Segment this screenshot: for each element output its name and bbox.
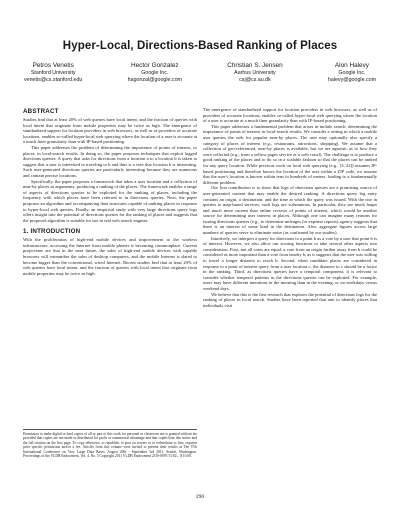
author-affiliation: Aarhus University [234,69,276,76]
abstract-paragraph: This paper addresses the problem of determining the importance of points of interest, or places, in local-search results. In doing so, the paper proposes techniques that exploit logged directions queries. A query that asks for directions from a location a to a location b is taken to suggest that a user is interested in traveling to b and thus is a vote that location b is interesting. Such user-generated directions queries are particularly interesting because they are numerous and contain precise locations. [23,144,197,178]
body-paragraph: We believe that this is the first research that explores the potential of directions logs for the ranking of places in local search. Studies have been reported that aim to identify places that individuals visit [203,291,377,308]
permission-notice: Permission to make digital or hard copies of all or part of this work for personal or classroom use is granted without fee provided that copies are not made or distributed for profit or commercial advantage and that copies bear this notice and the full citation on the first page. To copy otherwise, to republish, to post on servers or to redistribute to lists, requires prior specific permission and/or a fee. Articles from this volume were invited to present their results at The 37th International Conference on Very Large Data Bases, August 29th - September 3rd 2011, Seattle, Washington. Proceedings of the VLDB Endowment, Vol. 4, No. 5 Copyright 2011 VLDB Endowment 2150-8097/11/02... $ 10.00. [23,432,197,459]
author-name: Hector Gonzalez [131,62,179,69]
author-block [227,62,282,85]
abstract-paragraph: Studies find that at least 20% of web queries have local intent; and the fraction of queries with local intent that originate from mobile properties may be twice as high. The emergence of standardized support for location providers in web browsers, as well as of providers of accurate locations, enables so-called hyper-local web querying where the location of a user is accurate at a much finer granularity than with IP-based positioning. [23,117,198,145]
body-paragraph: Intuitively, we interpret a query for directions to a point b as a vote by a user that point b is of interest. However, we also allow our scoring functions to take several other aspects into consideration. First, not all votes are equal: a vote from an origin further away from b could be considered as more important than a vote from nearby b, as it suggests that the user was willing to travel a longer distance to reach b. Second, when candidate places are considered in response to a point of interest query from a user location c, the distance to c should be a factor in the ranking. Third, as directions queries have a temporal component, it is relevant to consider whether temporal patterns in the directions queries can be exploited. For example, users may have different intentions in the morning than in the evening, or on weekdays versus weekend days. [203,235,377,291]
author-email: halevy@google.com [327,77,376,84]
paper-title: Hyper-Local, Directions-Based Ranking of Places [62,40,338,52]
right-column [203,107,377,308]
author-list [24,62,376,85]
author-name: Christian S. Jensen [227,62,283,69]
introduction-heading: 1. INTRODUCTION [23,228,81,236]
footnote-rule [23,429,197,430]
abstract-heading: ABSTRACT [23,108,59,115]
page-number: 290 [195,494,205,500]
introduction-paragraph: With the proliferation of high-end mobile devices and improvement to the wireless infrastructure, accessing the Internet from mobile phones is becoming commonplace. Current projections are that in the near future, the sales of high-end mobile devices with capable browsers will outnumber the sales of desktop computers, and the mobile Internet is slated to become bigger than the conventional, wired Internet. Recent studies find that at least 20% of web queries have local intent, and the fraction of queries with local intent that originate from mobile properties may be twice as high. [23,237,197,276]
left-column [23,108,197,276]
author-email: venetis@cs.stanford.edu [24,77,83,84]
author-name: Alon Halevy [334,62,370,69]
author-block [24,62,82,85]
author-affiliation: Google Inc. [141,69,169,76]
author-affiliation: Stanford University [30,69,76,76]
author-block [128,62,182,85]
body-paragraph: Our first contribution is to show that logs of directions queries are a promising source of user-generated content that may enable the desired ranking. A directions query log entry contains an origin, a destination, and the time at which the query was issued. With the rise in queries to map-based services, such logs are voluminous. In particular, they are much larger and much more current than online reviews of points of interest, which would be another source for determining user interest in places. Although one can imagine many reasons for issuing directions queries (e.g., to determine mileages for expense reports) agency suggests that there is an interest of some kind in the destination. Also, aggregate figures across large numbers of queries serve to eliminate noise (as confirmed by our studies). [203,185,377,236]
author-email: csj@cs.au.dk [239,77,271,84]
author-email: hagonzal@google.com [127,77,182,84]
author-affiliation: Google Inc. [338,69,366,76]
body-paragraph: The emergence of standardized support for location providers in web browsers, as well as of providers of accurate locations, enables so-called hyper-local web querying where the location of a user is accurate at a much finer granularity than with IP-based positioning. [203,107,377,124]
author-block [328,62,376,85]
body-paragraph: This paper addresses a fundamental problem that arises in mobile search: determining the importance of points of interest in local-search results. We consider a setting in which a mobile user queries the web for popular near-by places. The user may optionally also specify a category of places of interest (e.g., restaurants, attractions, shopping). We assume that a collection of geo-referenced, near-by places is available, but we are agnostic as to how they were collected (e.g., from a yellow pages service or a web crawl). The challenge is to produce a good ranking of the places and to do so in a scalable fashion so that the places can be ranked for any query location. While previous work on local web querying (e.g., [3, 22]) assumes IP-based positioning and therefore knows the location of the user within a ZIP code, we assume that the user's location is known within tens to hundreds of meters, leading to a fundamentally different problem. [203,123,378,185]
author-name: Petros Venetis [32,62,74,69]
abstract-paragraph: Specifically, the paper proposes a framework that takes a user location and a collection of near-by places as arguments, producing a ranking of the places. The framework enables a range of aspects of directions queries to be exploited for the ranking of places, including the frequency with which places have been referred to in directions queries. Next, the paper proposes an algorithm and accompanying data structures capable of ranking places in response to hyper-local web queries. Finally, an empirical study with very large directions query logs offers insight into the potential of directions queries for the ranking of places and suggests that the proposed algorithm is suitable for use in real web search engines. [23,178,197,223]
